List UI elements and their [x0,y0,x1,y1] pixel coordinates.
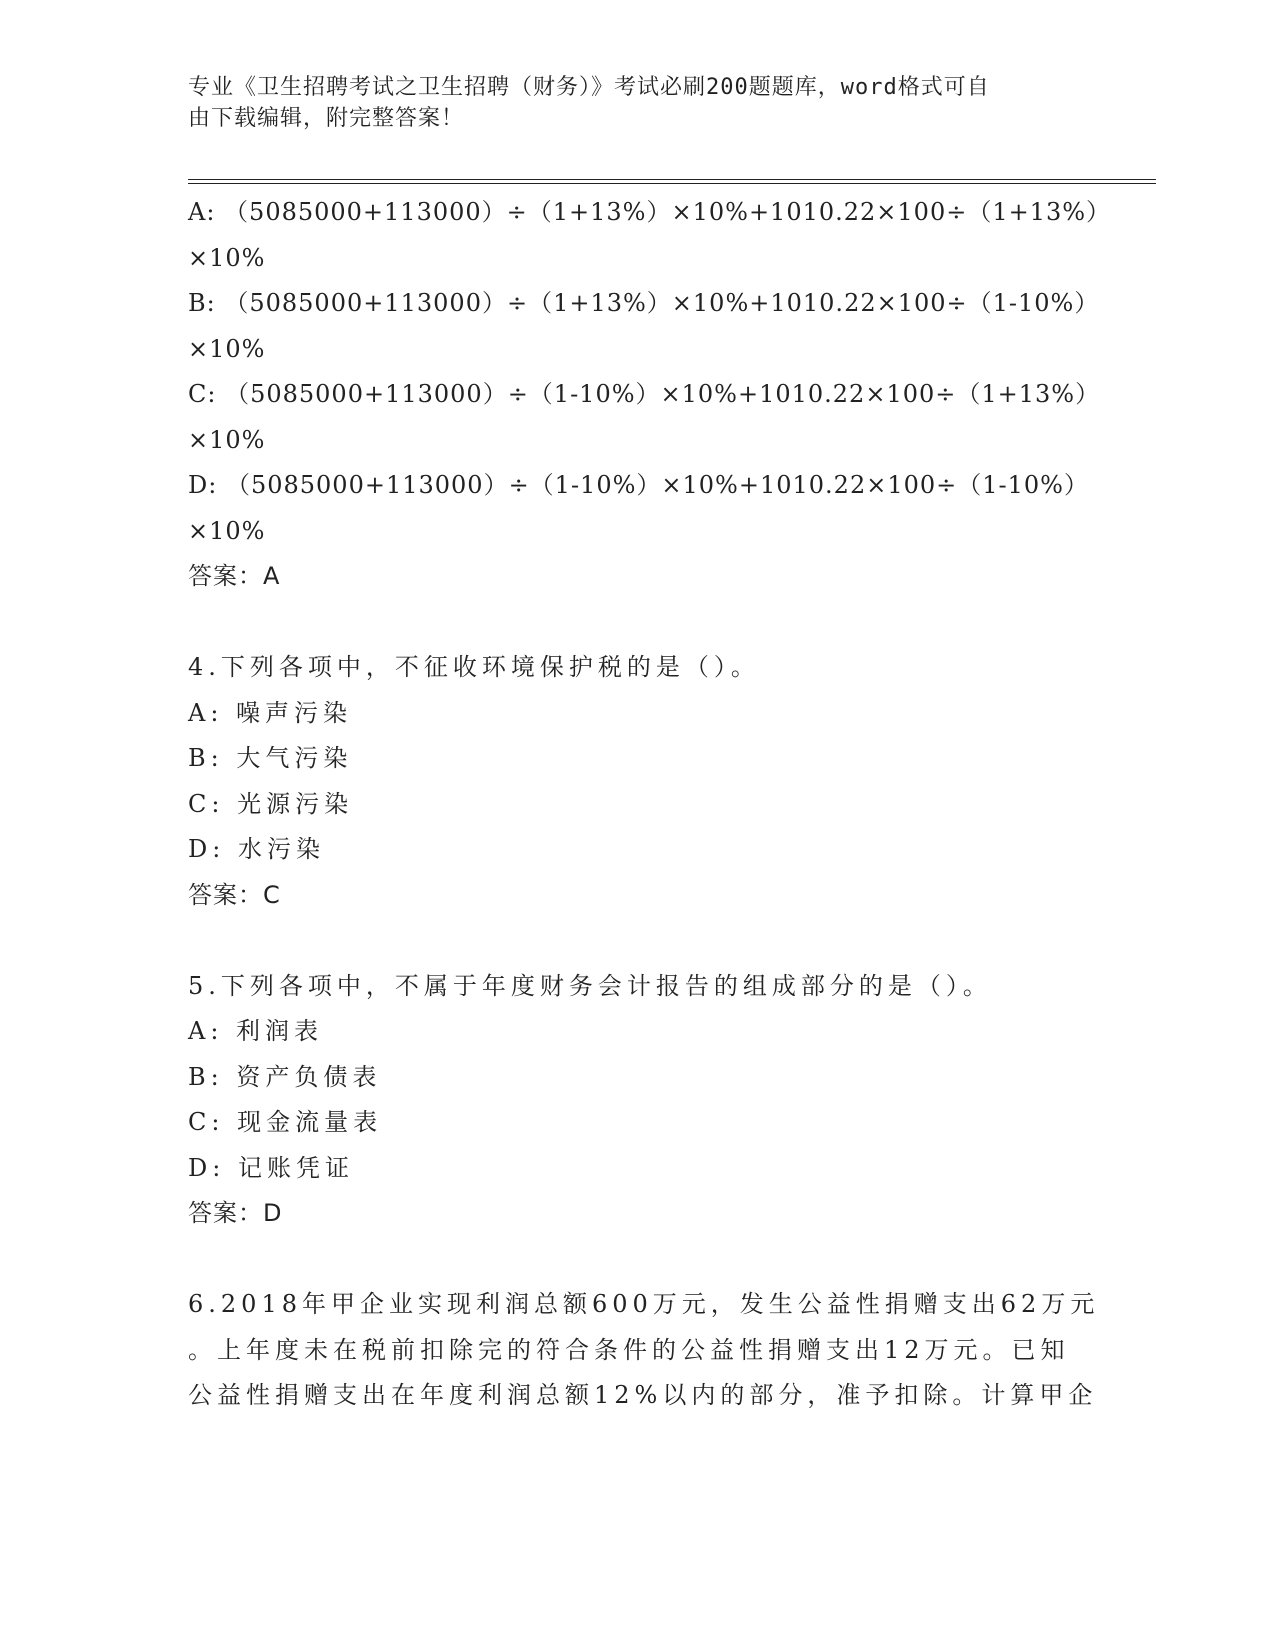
document-content [188,190,1112,1419]
option-c-line-2: ×10% [188,425,266,454]
question-3-answer: 答案：A [188,562,281,590]
question-6 [188,1282,1100,1419]
option-a-line-1: A: （5085000+113000）÷（1+13%）×10%+1010.22×100÷（1+13%） [188,198,1112,226]
question-4 [188,645,1088,918]
question-6-line-1: 6.2018年甲企业实现利润总额600万元，发生公益性捐赠支出62万元 [188,1290,1100,1318]
option-d-line-1: D: （5085000+113000）÷（1-10%）×10%+1010.22×100÷（1-10%） [188,471,1089,499]
question-3-options [188,190,1112,600]
question-5 [188,964,1088,1237]
spacer [188,1237,1088,1283]
option-d-line-2: ×10% [188,516,266,545]
spacer [188,918,1088,964]
question-4-option-b: B: 大气污染 [188,744,353,772]
option-a-line-2: ×10% [188,243,266,272]
question-4-option-a: A: 噪声污染 [188,698,353,727]
header-divider-bottom [188,183,1156,184]
question-5-option-d: D: 记账凭证 [188,1153,354,1182]
question-5-option-a: A: 利润表 [188,1017,324,1045]
document-header [188,72,1068,134]
question-5-option-b: B: 资产负债表 [188,1062,382,1091]
option-b-line-2: ×10% [188,334,266,363]
option-b-line-1: B: （5085000+113000）÷（1+13%）×10%+1010.22×100÷（1-10%） [188,289,1100,317]
question-4-option-c: C: 光源污染 [188,789,354,818]
header-divider-top [188,179,1156,180]
question-5-text: 5.下列各项中，不属于年度财务会计报告的组成部分的是（）。 [188,971,992,1000]
question-4-answer: 答案：C [188,880,281,909]
header-title-line-1: 专业《卫生招聘考试之卫生招聘（财务）》考试必刷200题题库，word格式可自 [188,75,990,100]
question-4-option-d: D: 水污染 [188,835,325,863]
header-title-line-2: 由下载编辑，附完整答案！ [188,106,465,131]
question-5-answer: 答案：D [188,1199,283,1227]
question-6-line-2: 。上年度未在税前扣除完的符合条件的公益性捐赠支出12万元。已知 [188,1335,1070,1364]
spacer [188,600,1088,646]
question-6-line-3: 公益性捐赠支出在年度利润总额12%以内的部分，准予扣除。计算甲企 [188,1381,1098,1409]
question-5-option-c: C: 现金流量表 [188,1108,383,1136]
question-4-text: 4.下列各项中，不征收环境保护税的是（）。 [188,653,760,681]
option-c-line-1: C: （5085000+113000）÷（1-10%）×10%+1010.22×100÷（1+13%） [188,380,1101,408]
